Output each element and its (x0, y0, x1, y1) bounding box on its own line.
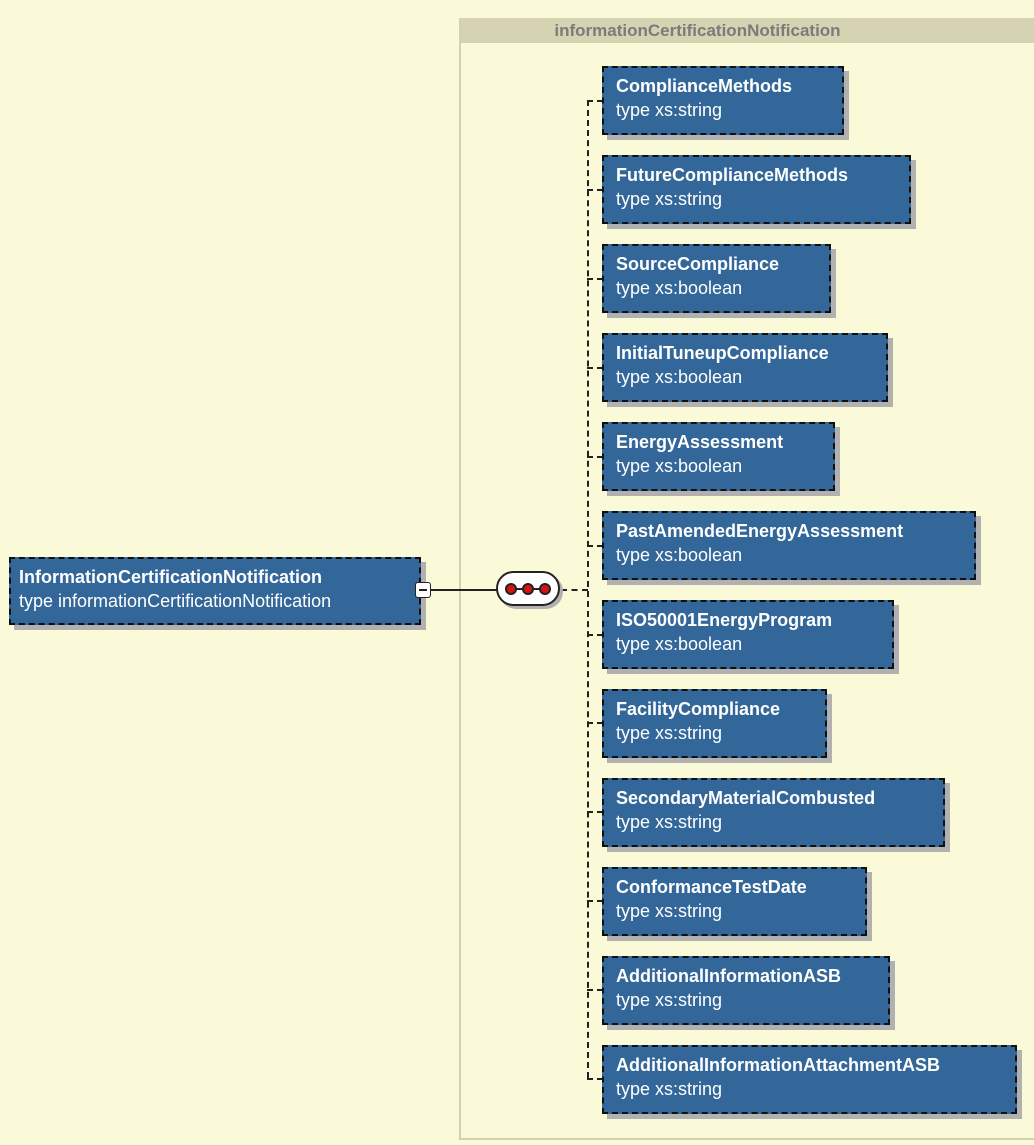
child-element-node[interactable] (602, 956, 890, 1025)
child-element-name: InitialTuneupCompliance (616, 343, 829, 363)
child-element-node[interactable] (602, 66, 844, 135)
child-element-type: type xs:string (616, 100, 723, 120)
child-element-type: type xs:boolean (616, 367, 743, 387)
root-element-node[interactable] (9, 557, 421, 625)
child-connector-tick (587, 1078, 603, 1080)
child-element-node[interactable] (602, 422, 835, 491)
child-connector-tick (587, 900, 603, 902)
child-element-type: type xs:string (616, 990, 723, 1010)
child-element-type: type xs:boolean (616, 634, 743, 654)
child-element-node[interactable] (602, 689, 827, 758)
child-element-type: type xs:string (616, 189, 723, 209)
child-element-type: type xs:string (616, 901, 723, 921)
child-element-node[interactable] (602, 511, 976, 580)
child-element-name: SecondaryMaterialCombusted (616, 788, 876, 808)
child-connector-tick (587, 278, 603, 280)
child-element-node[interactable] (602, 600, 894, 669)
child-connector-tick (587, 811, 603, 813)
child-element-node[interactable] (602, 1045, 1017, 1114)
child-element-type: type xs:string (616, 1079, 723, 1099)
child-connector-tick (587, 456, 603, 458)
root-element-type: type informationCertificationNotification (19, 591, 332, 611)
child-element-type: type xs:boolean (616, 456, 743, 476)
child-element-type: type xs:string (616, 812, 723, 832)
sequence-dot-icon (522, 583, 534, 595)
sequence-dot-icon (505, 583, 517, 595)
children-vertical-connector (587, 100, 589, 1078)
root-connector-line (431, 589, 497, 591)
child-element-node[interactable] (602, 778, 945, 847)
child-element-name: ConformanceTestDate (616, 877, 807, 897)
child-connector-tick (587, 722, 603, 724)
child-element-name: ComplianceMethods (616, 76, 793, 96)
collapse-minus-icon[interactable] (415, 582, 431, 598)
child-element-type: type xs:string (616, 723, 723, 743)
child-connector-tick (587, 367, 603, 369)
child-connector-tick (587, 989, 603, 991)
complex-type-title: informationCertificationNotification (461, 18, 1034, 43)
child-element-name: EnergyAssessment (616, 432, 784, 452)
child-element-node[interactable] (602, 244, 831, 313)
child-connector-tick (587, 545, 603, 547)
child-connector-tick (587, 100, 603, 102)
child-element-name: FutureComplianceMethods (616, 165, 849, 185)
child-element-name: ISO50001EnergyProgram (616, 610, 833, 630)
child-element-name: AdditionalInformationASB (616, 966, 841, 986)
child-element-node[interactable] (602, 333, 888, 402)
child-connector-tick (587, 634, 603, 636)
child-element-node[interactable] (602, 867, 867, 936)
root-element-name: InformationCertificationNotification (19, 567, 322, 587)
child-element-type: type xs:boolean (616, 545, 743, 565)
child-element-name: FacilityCompliance (616, 699, 781, 719)
child-element-name: AdditionalInformationAttachmentASB (616, 1055, 940, 1075)
child-element-name: SourceCompliance (616, 254, 780, 274)
child-element-node[interactable] (602, 155, 911, 224)
child-element-type: type xs:boolean (616, 278, 743, 298)
sequence-dot-icon (539, 583, 551, 595)
sequence-connector-line (561, 589, 588, 591)
child-element-name: PastAmendedEnergyAssessment (616, 521, 904, 541)
sequence-compositor-icon[interactable] (496, 571, 560, 606)
child-connector-tick (587, 189, 603, 191)
